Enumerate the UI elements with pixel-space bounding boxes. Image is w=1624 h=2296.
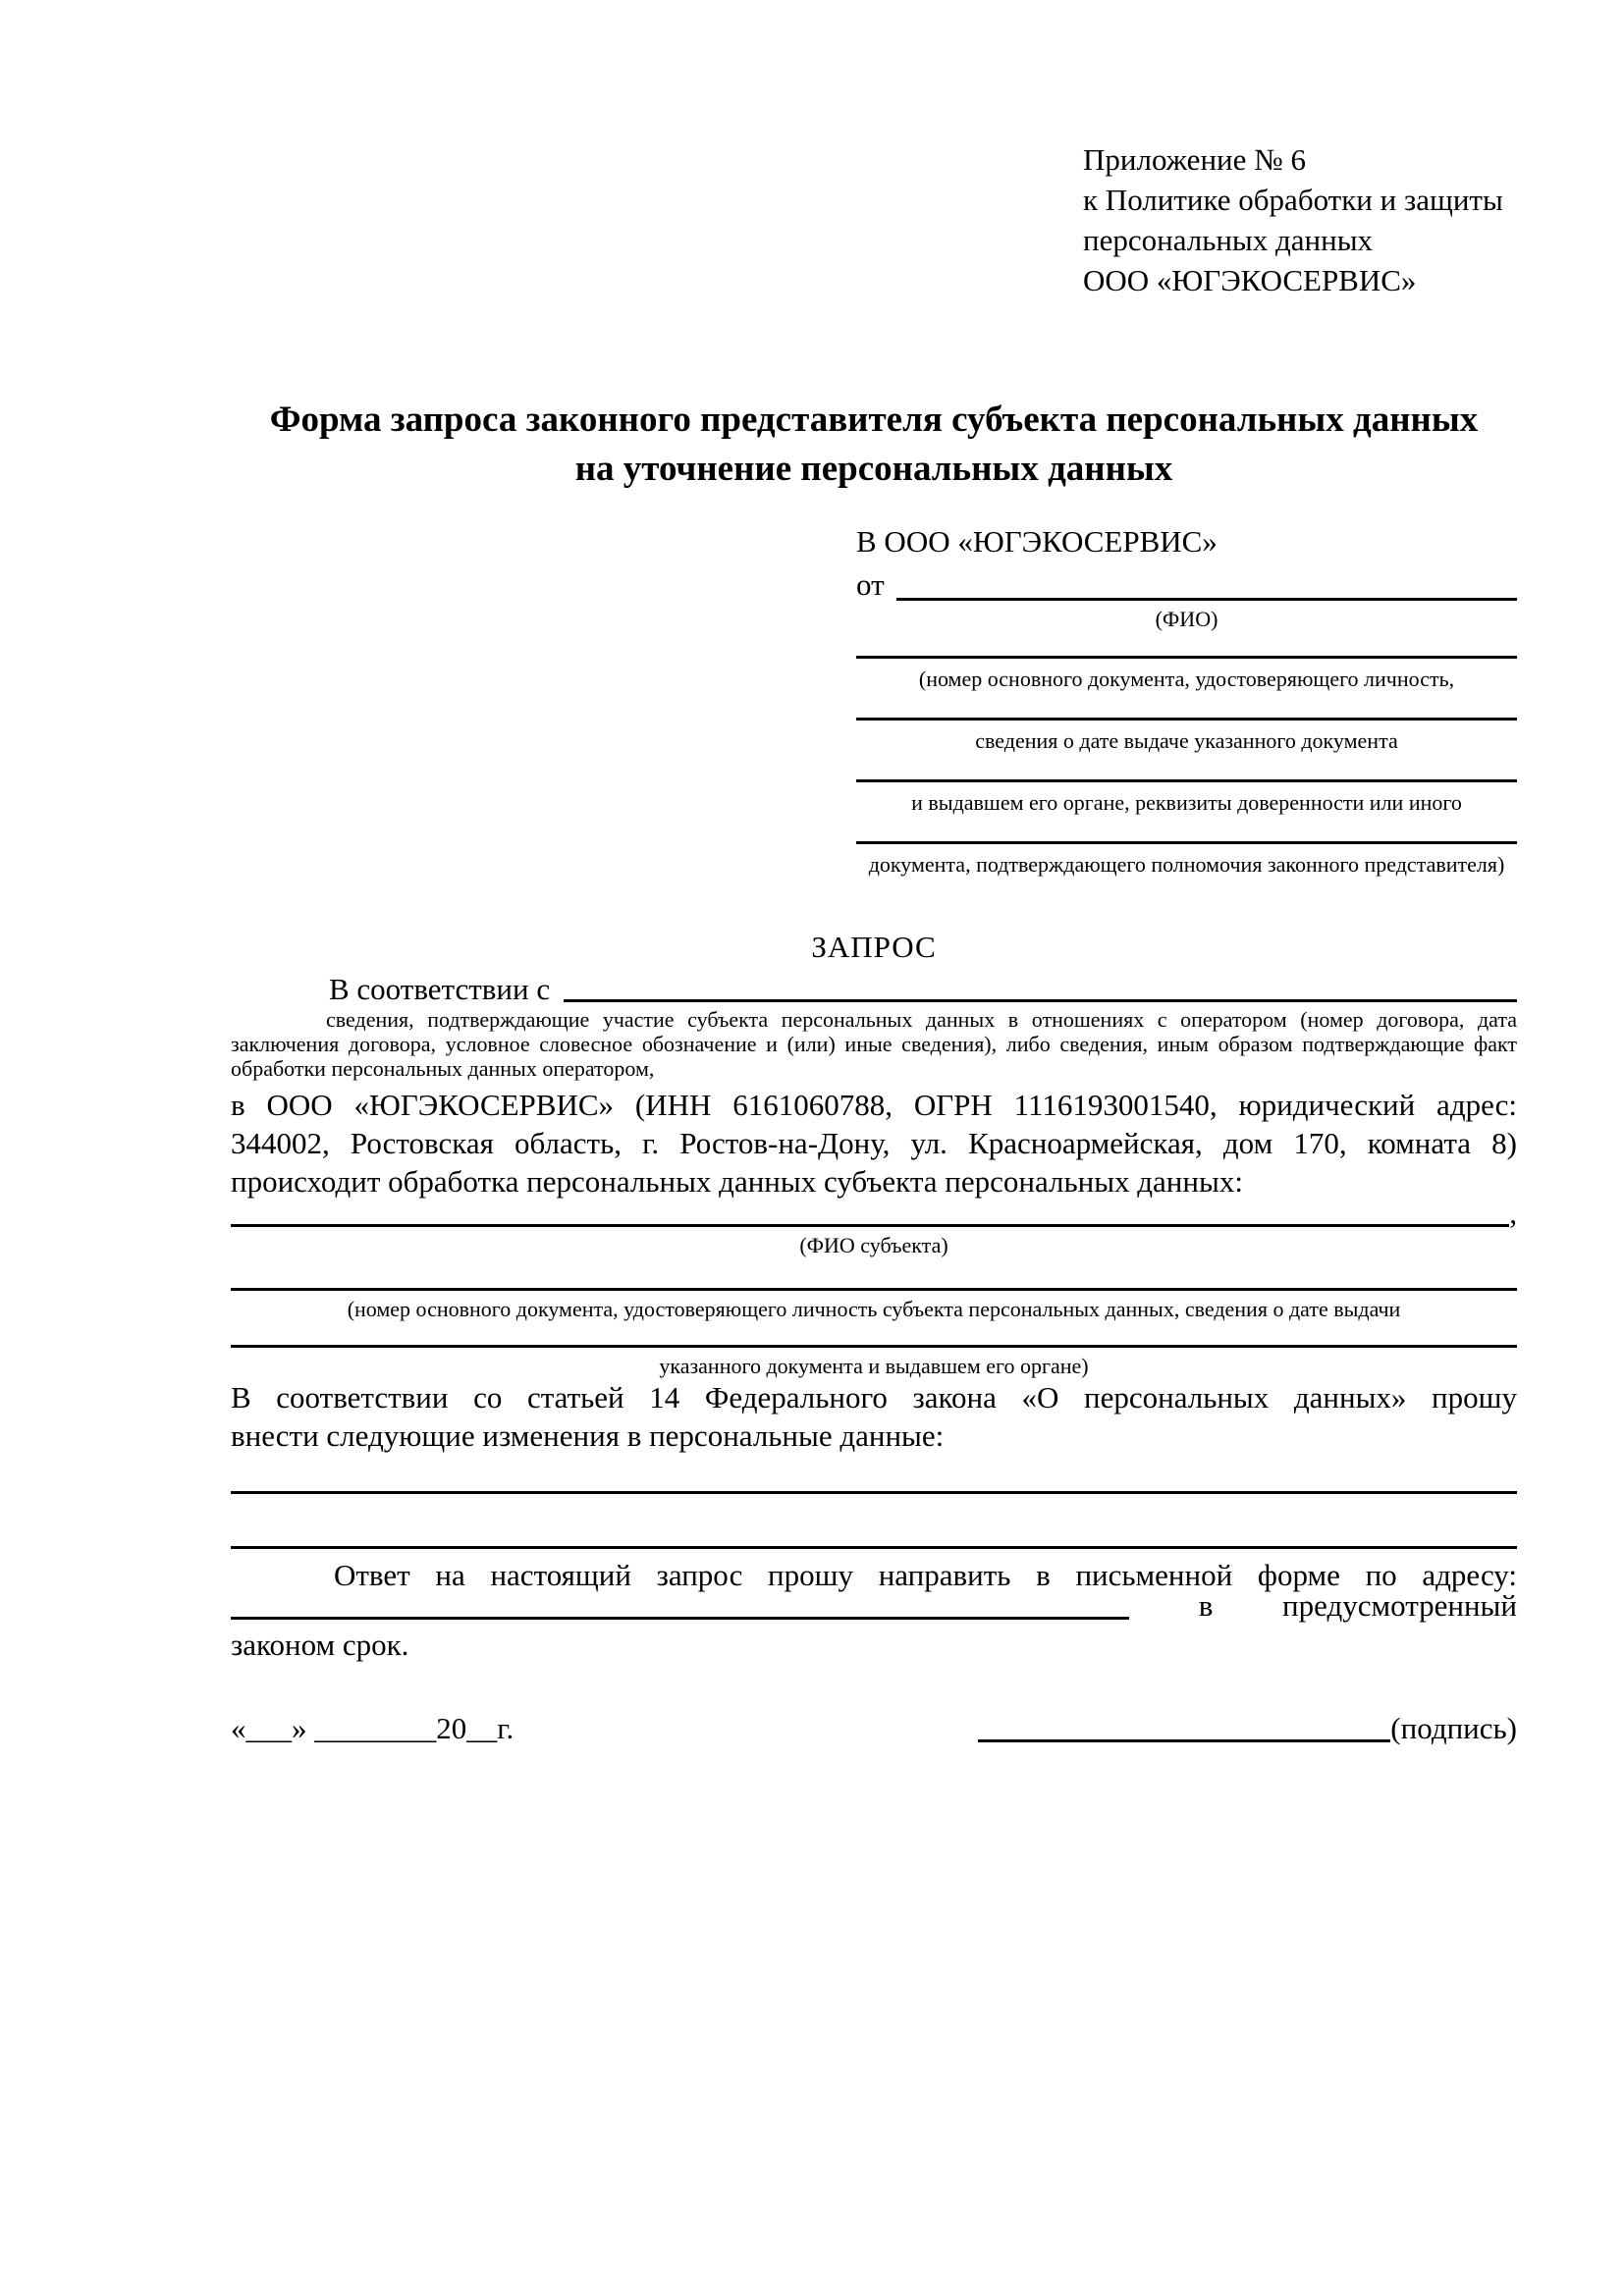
law-paragraph xyxy=(231,1378,1517,1455)
intro-line xyxy=(231,970,1517,1009)
from-blank-line xyxy=(896,598,1517,601)
footnote-paragraph xyxy=(231,1007,1517,1081)
signature-field xyxy=(978,1706,1517,1750)
operator-paragraph-line: в ООО «ЮГЭКОСЕРВИС» (ИНН 6161060788, ОГРН 1116193001540, юридический адрес: xyxy=(231,1088,1517,1122)
document-title xyxy=(231,396,1517,494)
intro-prefix: В соответствии с xyxy=(329,972,551,1006)
document-title-line: на уточнение персональных данных xyxy=(574,449,1173,489)
document-number-blank-line xyxy=(856,656,1517,659)
document-title-line: Форма запроса законного представителя субъекта персональных данных xyxy=(269,400,1479,440)
answer-paragraph: Ответ на настоящий запрос прошу направить в письменной форме по адресу: xyxy=(334,1558,1517,1592)
signature-caption: (подпись) xyxy=(1390,1711,1517,1745)
from-label: от xyxy=(856,567,885,602)
subject-fio-comma: , xyxy=(1509,1196,1517,1230)
fio-caption: (ФИО) xyxy=(1155,607,1218,631)
subject-document-blank-line xyxy=(231,1288,1517,1291)
date-field: «___» ________20__г. xyxy=(231,1711,514,1745)
power-of-attorney-blank-line xyxy=(856,841,1517,844)
subject-fio-blank-line xyxy=(231,1224,1509,1227)
changes-blank-line xyxy=(231,1491,1517,1494)
operator-paragraph xyxy=(231,1086,1517,1201)
footnote-line: сведения, подтверждающие участие субъекта персональных данных в отношениях с оператором (номер договора, дата xyxy=(326,1007,1517,1032)
operator-paragraph-line: 344002, Ростовская область, г. Ростов-на-Дону, ул. Красноармейская, дом 170, комната 8) xyxy=(231,1126,1517,1160)
appendix-note xyxy=(1083,139,1503,300)
issuing-authority-subject-caption: указанного документа и выдавшем его органе) xyxy=(659,1354,1089,1378)
appendix-note-line: Приложение № 6 xyxy=(1083,142,1306,177)
recipient-block xyxy=(856,520,1517,878)
law-paragraph-line: внести следующие изменения в персональные данные: xyxy=(231,1418,945,1453)
issue-date-caption: сведения о дате выдаче указанного документа xyxy=(975,728,1398,753)
subject-fio-caption: (ФИО субъекта) xyxy=(799,1233,948,1257)
power-of-attorney-caption: документа, подтверждающего полномочия законного представителя) xyxy=(868,852,1505,877)
request-heading: ЗАПРОС xyxy=(811,930,937,964)
intro-blank-line xyxy=(564,999,1517,1002)
answer-tail: законом срок. xyxy=(231,1628,409,1662)
operator-paragraph-line: происходит обработка персональных данных субъекта персональных данных: xyxy=(231,1164,1243,1199)
issue-date-blank-line xyxy=(856,718,1517,721)
from-field xyxy=(856,563,1517,607)
address-blank-line xyxy=(231,1617,1129,1620)
address-field xyxy=(231,1586,1517,1626)
recipient-organization: В ООО «ЮГЭКОСЕРВИС» xyxy=(856,524,1218,559)
issuing-authority-subject-blank-line xyxy=(231,1345,1517,1348)
law-paragraph-line: В соответствии со статьей 14 Федерального закона «О персональных данных» прошу xyxy=(231,1380,1517,1415)
issuing-authority-caption: и выдавшем его органе, реквизиты доверенности или иного xyxy=(911,790,1462,815)
answer-word: предусмотренный xyxy=(1282,1588,1517,1623)
appendix-note-line: персональных данных xyxy=(1083,223,1374,257)
signature-blank-line xyxy=(978,1739,1390,1742)
answer-word: в xyxy=(1198,1588,1214,1623)
date-signature-row xyxy=(231,1706,1517,1750)
subject-fio-field xyxy=(231,1194,1517,1233)
changes-blank-line xyxy=(231,1546,1517,1549)
subject-document-caption: (номер основного документа, удостоверяющего личность субъекта персональных данных, сведения о дате выдачи xyxy=(347,1297,1401,1321)
appendix-note-line: ООО «ЮГЭКОСЕРВИС» xyxy=(1083,263,1417,297)
footnote-line: заключения договора, условное словесное обозначение и (или) иные сведения), либо сведения, иным образом подтверждающие факт xyxy=(231,1032,1517,1056)
footnote-line: обработки персональных данных оператором, xyxy=(231,1056,655,1081)
issuing-authority-blank-line xyxy=(856,779,1517,782)
appendix-note-line: к Политике обработки и защиты xyxy=(1083,183,1503,217)
document-number-caption: (номер основного документа, удостоверяющего личность, xyxy=(918,667,1455,691)
